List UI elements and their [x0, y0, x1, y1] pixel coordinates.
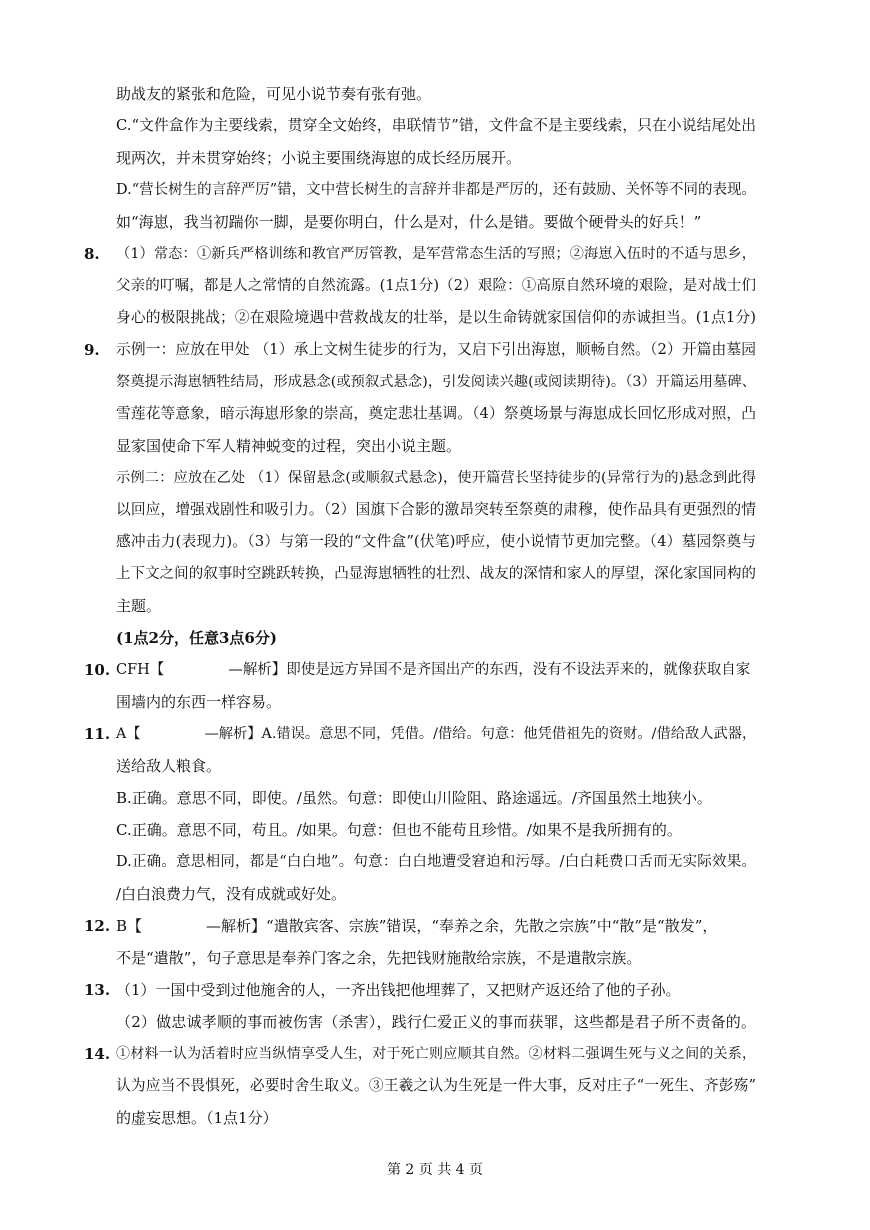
answer-13-part-2: （2）做忠诚孝顺的事而被伤害（杀害），践行仁爱正义的事而获罪，这些都是君子所不责备的。: [116, 1013, 756, 1031]
answer-14-line-3: 的虚妄思想。（1点1分）: [116, 1109, 278, 1127]
answer-9-example2-line-2: 以回应，增强戏剧性和吸引力。（2）国旗下合影的激昂突转至祭奠的肃穆，使作品具有更强烈的情: [116, 501, 756, 518]
answer-11-line-2: 送给敌人粮食。: [116, 757, 222, 775]
answer-11-analysis: —解析】A.错误。意思不同，凭借。/借给。句意：他凭借祖先的资财。/借给敌人武器，: [204, 726, 757, 742]
answer-13-part-1: （1）一国中受到过他施舍的人，一齐出钱把他埋葬了，又把财产返还给了他的子孙。: [116, 981, 681, 999]
question-number-8: 8.: [84, 245, 100, 263]
question-number-11: 11.: [84, 725, 111, 743]
answer-10-key: CFH【: [116, 662, 165, 678]
answer-8-line-3: 身心的极限挑战；②在艰险境遇中营救战友的壮举，是以生命铸就家国信仰的赤诚担当。(1点1分): [116, 309, 756, 326]
question-number-13: 13.: [84, 981, 111, 999]
answer-12-key: B【: [116, 917, 143, 935]
answer-9-example1-line-3: 雪莲花等意象，暗示海崽形象的崇高，奠定悲壮基调。（4）祭奠场景与海崽成长回忆形成对照，凸: [116, 405, 756, 422]
question-number-14: 14.: [84, 1045, 111, 1063]
answer-14-line-2: 认为应当不畏惧死，必要时舍生取义。③王羲之认为生死是一件大事，反对庄子“一死生、齐彭殇”: [116, 1077, 756, 1094]
answer-9-example2-line-4: 上下文之间的叙事时空跳跃转换，凸显海崽牺牲的壮烈、战友的深情和家人的厚望，深化家国同构的: [116, 566, 756, 582]
answer-7b-continued: 助战友的紧张和危险，可见小说节奏有张有弛。: [116, 85, 432, 103]
question-number-10: 10.: [84, 661, 111, 679]
answer-9-example1-line-1: 示例一：应放在甲处 （1）承上文树生徒步的行为，又启下引出海崽，顺畅自然。（2）开篇由墓园: [116, 341, 756, 358]
answer-9-example1-line-4: 显家国使命下军人精神蜕变的过程，突出小说主题。: [116, 437, 462, 455]
answer-12-line-2: 不是“遣散”，句子意思是奉养门客之余，先把钱财施散给宗族，不是遣散宗族。: [116, 949, 642, 967]
answer-12-analysis: —解析】“遣散宾客、宗族”错误，“奉养之余，先散之宗族”中“散”是“散发”，: [206, 917, 718, 935]
answer-9-example2-line-3: 感冲击力(表现力)。（3）与第一段的“文件盒”(伏笔)呼应，使小说情节更加完整。（4）墓园祭奠与: [116, 533, 756, 550]
answer-11-key: A【: [116, 726, 141, 742]
answer-12-line-1: [116, 916, 717, 936]
answer-7c-line-2: 现两次，并未贯穿始终；小说主要围绕海崽的成长经历展开。: [116, 149, 522, 167]
answer-10-line-1: [116, 660, 750, 680]
answer-9-example1-line-2: 祭奠提示海崽牺牲结局，形成悬念(或预叙式悬念)，引发阅读兴趣(或阅读期待)。（3）开篇运用墓碑、: [116, 374, 756, 390]
answer-7d-line-1: D.“营长树生的言辞严厉”错，文中营长树生的言辞并非都是严厉的，还有鼓励、关怀等不同的表现。: [116, 182, 756, 198]
answer-9-example2-line-1: 示例二：应放在乙处 （1）保留悬念(或顺叙式悬念)，使开篇营长坚持徒步的(异常行为的)悬念到此得: [116, 470, 756, 486]
answer-11-option-c: C.正确。意思不同，苟且。/如果。句意：但也不能苟且珍惜。/如果不是我所拥有的。: [116, 821, 682, 839]
answer-11-option-d-line-2: /白白浪费力气，没有成就或好处。: [116, 885, 347, 903]
answer-11-option-b: B.正确。意思不同，即使。/虽然。句意：即使山川险阻、路途遥远。/齐国虽然土地狭小。: [116, 789, 712, 807]
question-number-12: 12.: [84, 917, 111, 935]
answer-9-example2-line-5: 主题。: [116, 597, 162, 615]
answer-10-analysis: —解析】即使是远方异国不是齐国出产的东西，没有不设法弄来的，就像获取自家: [228, 662, 751, 678]
answer-14-line-1: ①材料一认为活着时应当纵情享受人生，对于死亡则应顺其自然。②材料二强调生死与义之间的关系，: [116, 1046, 756, 1062]
answer-7d-line-2: 如“海崽，我当初踹你一脚，是要你明白，什么是对，什么是错。要做个硬骨头的好兵！”: [116, 213, 702, 231]
page-footer: 第 2 页 共 4 页: [386, 1162, 484, 1178]
answer-10-line-2: 围墙内的东西一样容易。: [116, 693, 282, 711]
answer-8-line-1: （1）常态：①新兵严格训练和教官严厉管教，是军营常态生活的写照；②海崽入伍时的不适与思乡，: [116, 246, 756, 262]
question-number-9: 9.: [84, 341, 100, 359]
answer-8-line-2: 父亲的叮嘱，都是人之常情的自然流露。(1点1分)（2）艰险：①高原自然环境的艰险，是对战士们: [116, 278, 756, 294]
answer-11-line-1: [116, 724, 756, 744]
answer-7c-line-1: C.“文件盒作为主要线索，贯穿全文始终，串联情节”错，文件盒不是主要线索，只在小说结尾处出: [116, 117, 756, 134]
answer-11-option-d-line-1: D.正确。意思相同，都是“白白地”。句意：白白地遭受窘迫和污辱。/白白耗费口舌而无实际效果。: [116, 854, 756, 870]
answer-9-scoring-note: (1点2分，任意3点6分): [116, 629, 277, 647]
